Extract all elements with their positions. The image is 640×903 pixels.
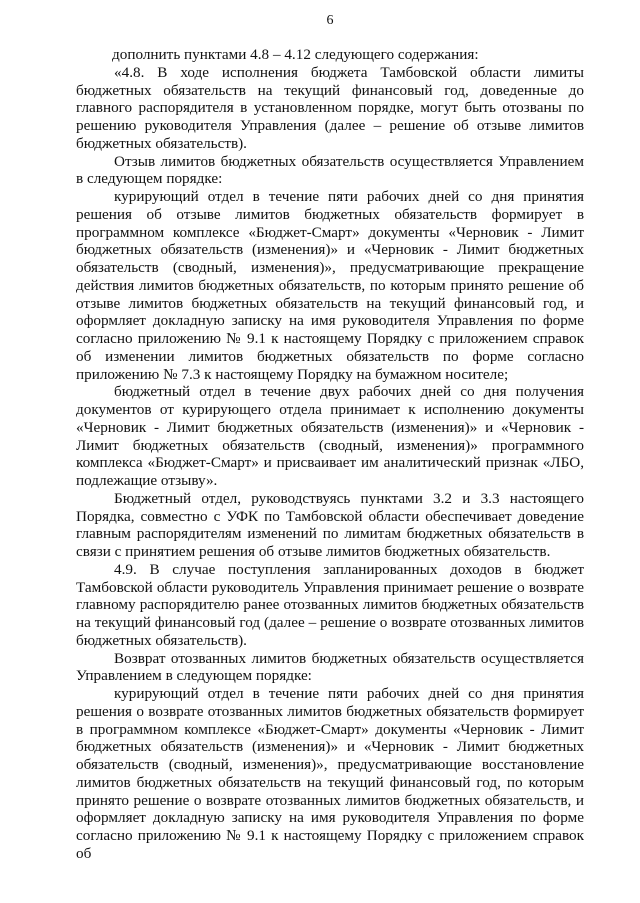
paragraph-return-order: Возврат отозванных лимитов бюджетных обязательств осуществляется Управлением в следующем порядке: [76, 649, 584, 685]
paragraph-supervising-dept-return: курирующий отдел в течение пяти рабочих дней со дня принятия решения о возврате отозванных лимитов бюджетных обязательств формирует в программном комплексе «Бюджет-Смарт» документы «Черновик - Лимит бюджетных обязательств (изменения)» и «Черновик - Лимит бюджетных обязательств (сводный, изменения)», предусматривающие восстановление лимитов бюджетных обязательств на текущий финансовый год, по которым принято решение о возврате отозванных лимитов бюджетных обязательств, и оформляет докладную записку на имя руководителя Управления по форме согласно приложению № 9.1 к настоящему Порядку с приложением справок об [76, 685, 584, 862]
paragraph-intro: дополнить пунктами 4.8 – 4.12 следующего содержания: [112, 46, 479, 63]
paragraph-4-8: «4.8. В ходе исполнения бюджета Тамбовской области лимиты бюджетных обязательств на текущий финансовый год, доведенные до главного распорядителя в установленном порядке, могут быть отозваны по решению руководителя Управления (далее – решение об отзыве лимитов бюджетных обязательств). [76, 63, 584, 152]
paragraph-supervising-dept-withdrawal: курирующий отдел в течение пяти рабочих дней со дня принятия решения об отзыве лимитов бюджетных обязательств формирует в программном комплексе «Бюджет-Смарт» документы «Черновик - Лимит бюджетных обязательств (изменения)» и «Черновик - Лимит бюджетных обязательств (сводный, изменения)», предусматривающие прекращение действия лимитов бюджетных обязательств, по которым принято решение об отзыве лимитов бюджетных обязательств на текущий финансовый год, и оформляет докладную записку на имя руководителя Управления по форме согласно приложению № 9.1 к настоящему Порядку с приложением справок об изменении лимитов бюджетных обязательств по форме согласно приложению № 7.3 к настоящему Порядку на бумажном носителе; [76, 188, 584, 383]
paragraph-budget-dept-ufk: Бюджетный отдел, руководствуясь пунктами 3.2 и 3.3 настоящего Порядка, совместно с УФК по Тамбовской области обеспечивает доведение главным распорядителям изменений по лимитам бюджетных обязательств в связи с принятием решения об отзыве лимитов бюджетных обязательств. [76, 489, 584, 560]
paragraph-budget-dept-withdrawal: бюджетный отдел в течение двух рабочих дней со дня получения документов от курирующего отдела принимает к исполнению документы «Черновик - Лимит бюджетных обязательств (изменения)» и «Черновик - Лимит бюджетных обязательств (сводный, изменения)» программного комплекса «Бюджет-Смарт» и присваивает им аналитический признак «ЛБО, подлежащие отзыву». [76, 383, 584, 489]
document-body [76, 46, 584, 863]
page-number: 6 [326, 13, 334, 28]
paragraph-4-9: 4.9. В случае поступления запланированных доходов в бюджет Тамбовской области руководитель Управления принимает решение о возврате главному распорядителю ранее отозванных лимитов бюджетных обязательств на текущий финансовый год (далее – решение о возврате отозванных лимитов бюджетных обязательств). [76, 560, 584, 649]
paragraph-withdrawal-order: Отзыв лимитов бюджетных обязательств осуществляется Управлением в следующем порядке: [76, 152, 584, 188]
